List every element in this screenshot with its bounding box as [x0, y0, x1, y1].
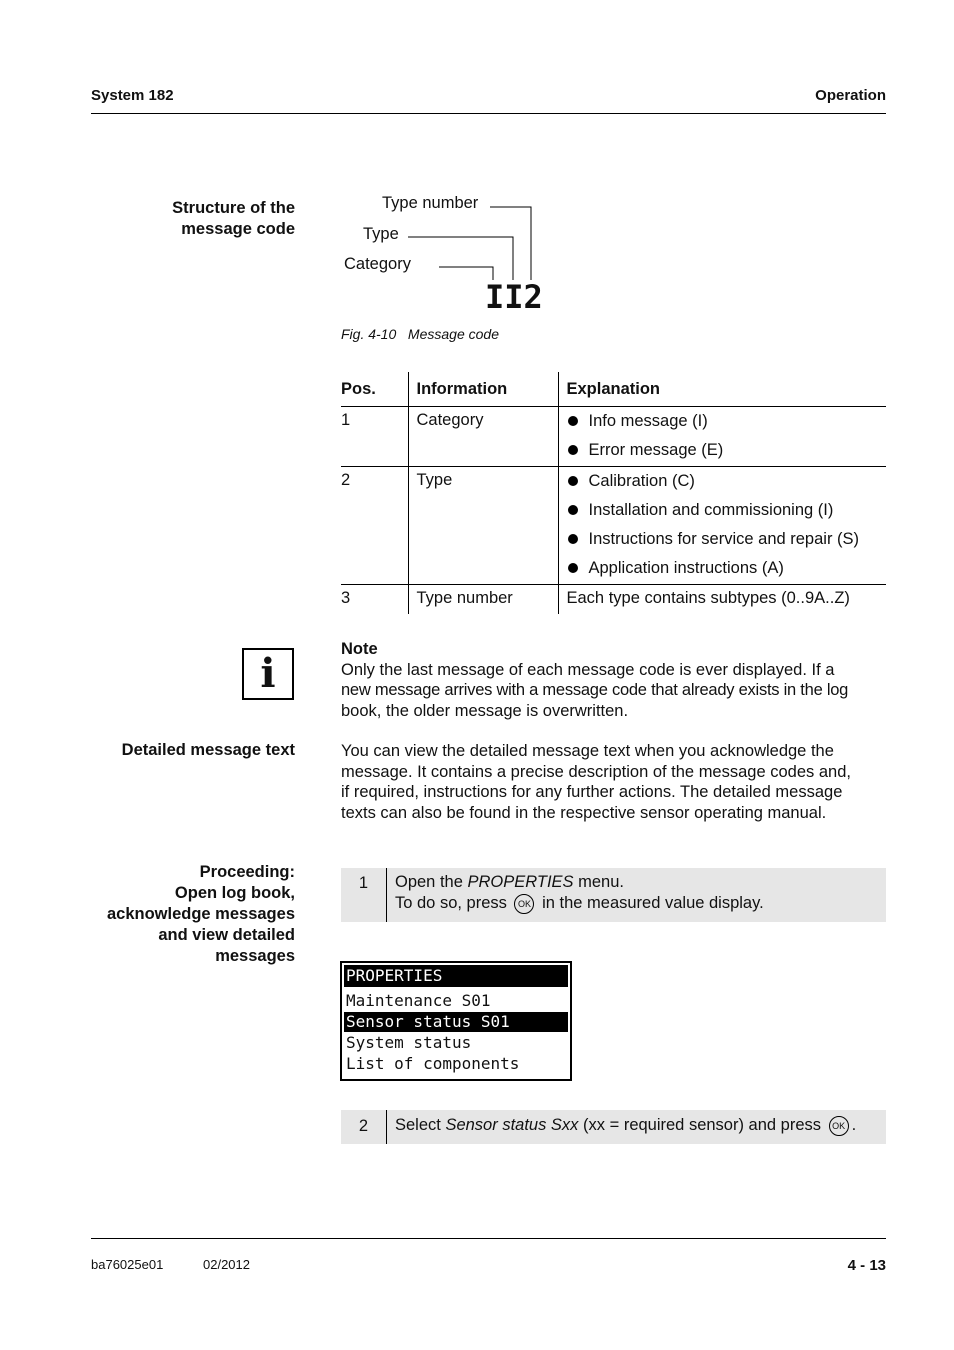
table-row: 2 Type Calibration (C) Installation and commissioning (I) Instructions for service and repair (S) Application instructions (A): [341, 467, 886, 585]
message-code: II2: [485, 278, 543, 316]
note-block: Note Only the last message of each message code is ever displayed. If a new message arrives with a message code that already exists in the log book, the older message is overwritten.: [341, 639, 891, 722]
display-item-list-of-components: List of components: [346, 1054, 520, 1073]
header-left: System 182: [91, 87, 174, 104]
detailed-heading: Detailed message text: [121, 741, 295, 759]
label-category: Category: [344, 255, 415, 274]
footer-date: 02/2012: [203, 1257, 250, 1272]
proceeding-heading: Proceeding: Open log book, acknowledge messages and view detailed messages: [106, 863, 295, 965]
bullet-icon: [568, 445, 578, 455]
table-row: 1 Category Info message (I) Error message (E): [341, 407, 886, 467]
col-header-information: Information: [408, 372, 558, 407]
footer-rule: [91, 1238, 886, 1239]
header-rule: [91, 113, 886, 114]
step-number: 1: [341, 868, 387, 922]
detailed-paragraph: You can view the detailed message text when you acknowledge the message. It contains a precise description of the message codes and, if required, instructions for any further actions. The detailed message texts can also be found in the respective sensor operating manual.: [341, 742, 851, 823]
message-code-figure: [330, 190, 590, 320]
bullet-icon: [568, 505, 578, 515]
table-header-row: [341, 372, 886, 407]
display-title: PROPERTIES: [344, 965, 568, 987]
label-type: Type: [363, 225, 403, 244]
bullet-icon: [568, 416, 578, 426]
ok-key-icon: OK: [514, 894, 534, 914]
display-item-system-status: System status: [346, 1033, 472, 1052]
bullet-icon: [568, 534, 578, 544]
table-row: 3 Type number Each type contains subtypes (0..9A..Z): [341, 585, 886, 615]
structure-heading: Structure of the message code: [172, 199, 295, 238]
bullet-icon: [568, 563, 578, 573]
list-item: Calibration (C): [567, 471, 887, 491]
properties-display: [340, 961, 572, 1081]
figure-caption: Fig. 4-10 Message code: [341, 326, 499, 342]
col-header-explanation: Explanation: [558, 372, 886, 407]
list-item: Installation and commissioning (I): [567, 500, 887, 520]
message-code-table: [341, 372, 886, 614]
note-title: Note: [341, 640, 378, 658]
label-type-number: Type number: [382, 194, 482, 213]
ok-key-icon: OK: [829, 1116, 849, 1136]
header-right: Operation: [815, 87, 886, 104]
list-item: Instructions for service and repair (S): [567, 529, 887, 549]
info-icon: i: [242, 648, 294, 700]
list-item: Info message (I): [567, 411, 887, 431]
step-2: 2 Select Sensor status Sxx (xx = required sensor) and press OK .: [341, 1110, 886, 1144]
page-number: 4 - 13: [847, 1257, 886, 1274]
step-1: 1 Open the PROPERTIES menu. To do so, press OK in the measured value display.: [341, 868, 886, 922]
display-item-maintenance: Maintenance S01: [346, 991, 491, 1010]
list-item: Error message (E): [567, 440, 887, 460]
col-header-pos: Pos.: [341, 372, 408, 407]
bullet-icon: [568, 476, 578, 486]
display-item-sensor-status: Sensor status S01: [344, 1012, 568, 1032]
footer-doc-id: ba76025e01: [91, 1257, 164, 1272]
step-number: 2: [341, 1110, 387, 1144]
list-item: Application instructions (A): [567, 558, 887, 578]
